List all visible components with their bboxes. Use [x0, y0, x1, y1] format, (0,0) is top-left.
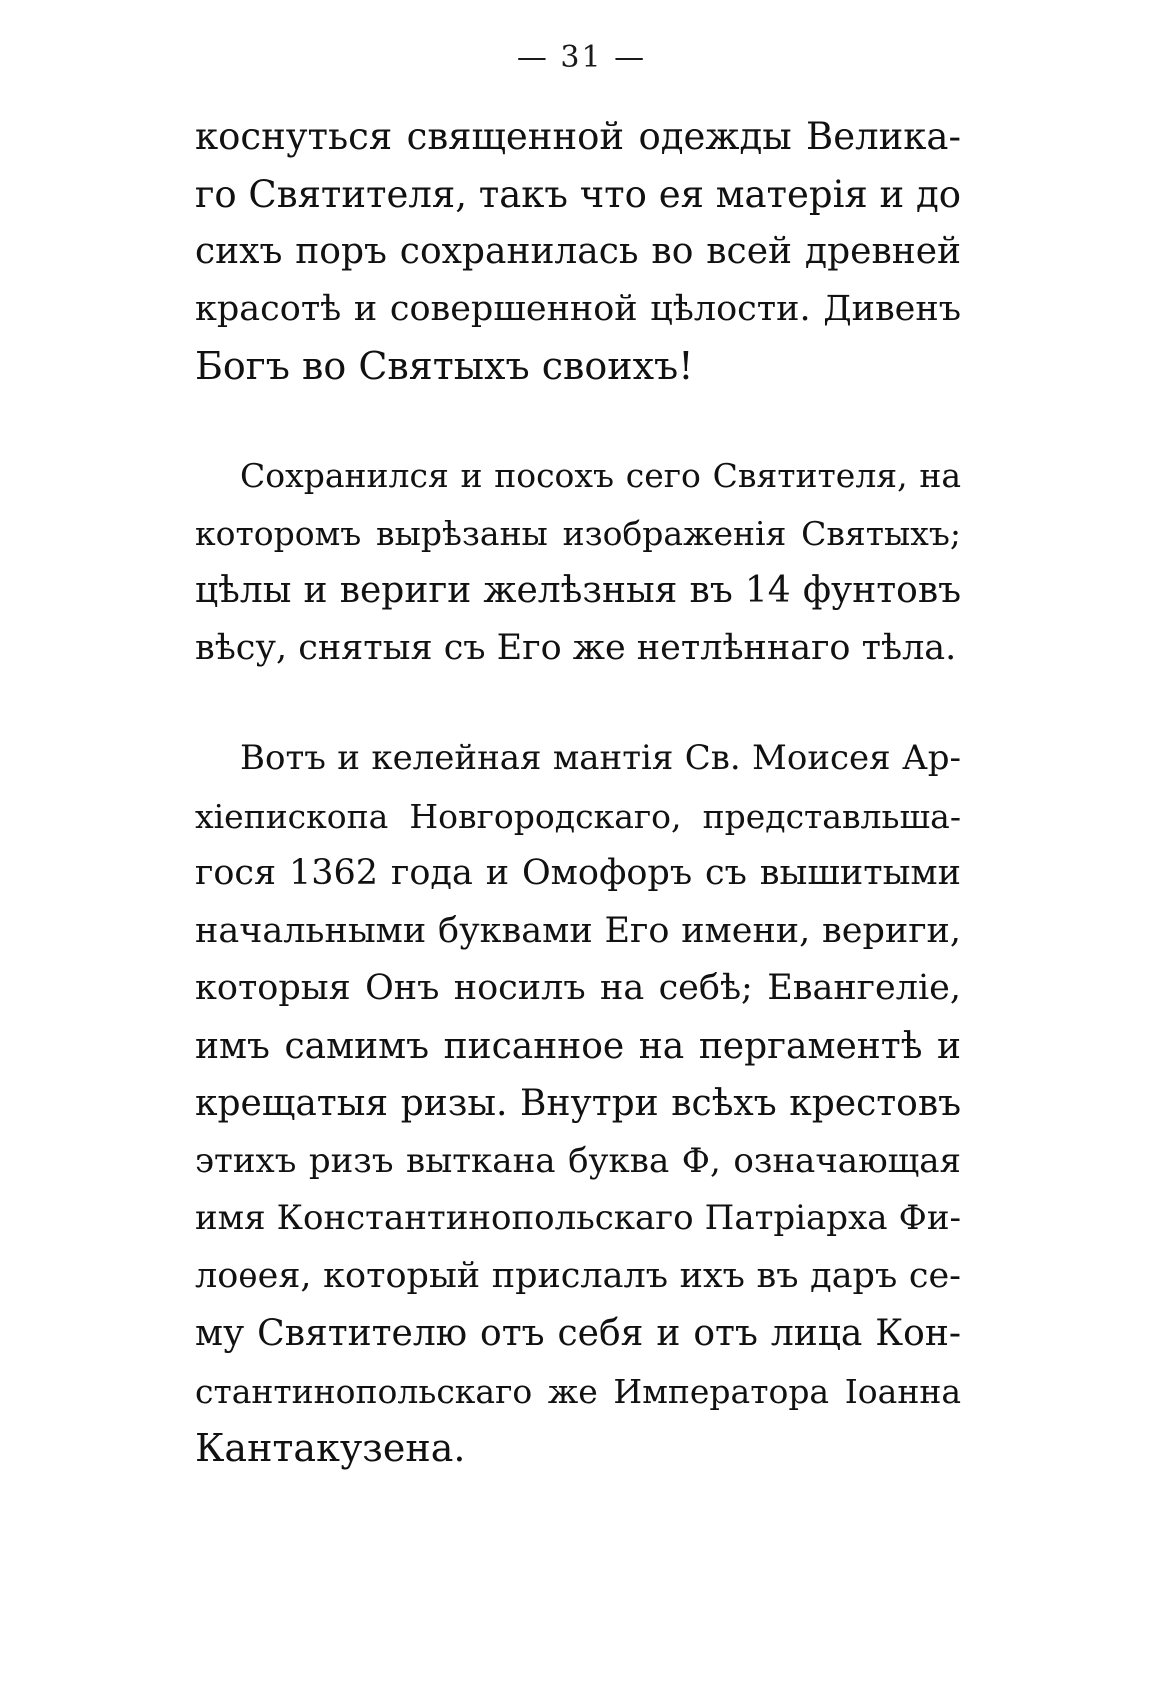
text-line: лоѳея, который прислалъ ихъ въ даръ се-: [195, 1255, 961, 1296]
text-line: цѣлы и вериги желѣзныя въ 14 фунтовъ: [195, 570, 961, 611]
text-line: Сохранился и посохъ сего Святителя, на: [240, 456, 961, 495]
text-line: вѣсу, снятыя съ Его же нетлѣннаго тѣла.: [195, 627, 957, 668]
text-line: Кантакузена.: [195, 1426, 466, 1470]
paragraph-3: [195, 730, 961, 1478]
text-line: хіепископа Новгородскаго, представльша-: [195, 796, 961, 836]
text-line: этихъ ризъ выткана буква Ф, означающая: [195, 1140, 961, 1181]
paragraph-2: [195, 447, 961, 677]
text-line: которомъ вырѣзаны изображенія Святыхъ;: [195, 513, 961, 553]
text-line: имъ самимъ писанное на пергаментѣ и: [195, 1025, 961, 1067]
text-line: стантинопольскаго же Императора Іоанна: [195, 1371, 961, 1411]
page-number: — 31 —: [516, 40, 647, 75]
text-line: гося 1362 года и Омофоръ съ вышитыми: [195, 853, 961, 893]
paragraph-1: [195, 108, 961, 396]
text-line: му Святителю отъ себя и отъ лица Кон-: [195, 1313, 961, 1354]
text-line: коснуться священной одежды Велика-: [195, 115, 961, 158]
text-line: которыя Онъ носилъ на себѣ; Евангеліе,: [195, 968, 961, 1008]
text-line: начальными буквами Его имени, вериги,: [195, 910, 961, 951]
text-line: красотѣ и совершенной цѣлости. Дивенъ: [195, 288, 961, 329]
text-line: сихъ поръ сохранилась во всей древней: [195, 231, 961, 272]
text-line: го Святителя, такъ что ея матерія и до: [195, 172, 961, 216]
text-line: имя Константинопольскаго Патріарха Фи-: [195, 1198, 961, 1238]
text-line: крещатыя ризы. Внутри всѣхъ крестовъ: [195, 1083, 961, 1124]
text-line: Богъ во Святыхъ своихъ!: [195, 344, 694, 388]
text-line: Вотъ и келейная мантія Св. Моисея Ар-: [240, 738, 961, 778]
